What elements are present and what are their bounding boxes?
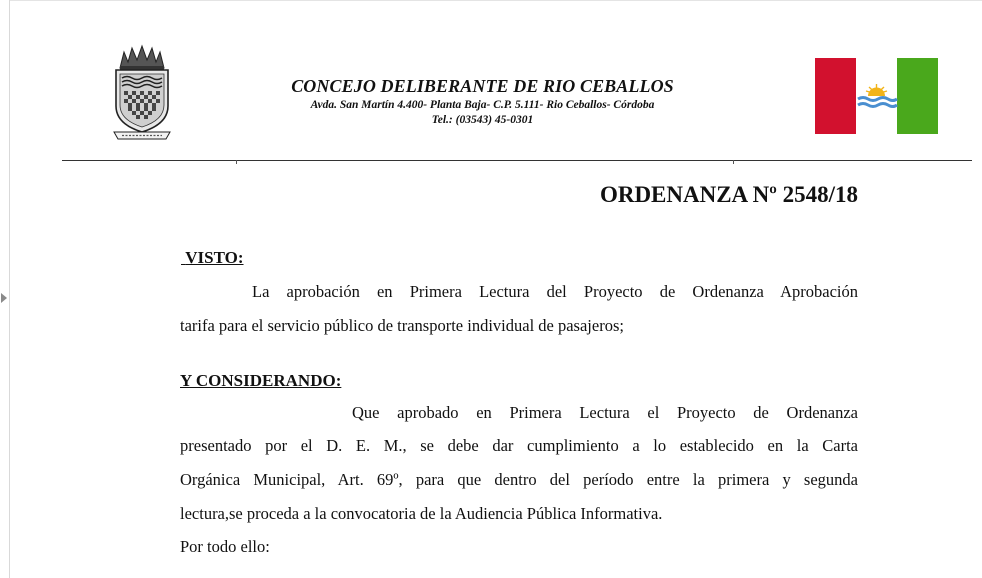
considerando-line-3: Orgánica Municipal, Art. 69º, para que dentro del período entre la primera y segunda <box>180 470 858 489</box>
visto-heading: VISTO: <box>185 248 244 267</box>
ordinance-title: ORDENANZA Nº 2548/18 <box>599 182 858 207</box>
coat-of-arms-icon <box>110 44 174 142</box>
council-phone: Tel.: (03543) 45-0301 <box>431 114 534 126</box>
considerando-line-1: Que aprobado en Primera Lectura el Proyecto de Ordenanza <box>352 403 858 422</box>
council-address: Avda. San Martín 4.400- Planta Baja- C.P. 5.111- Rio Ceballos- Córdoba <box>310 99 655 111</box>
ruler-tick <box>236 160 237 164</box>
visto-line-1: La aprobación en Primera Lectura del Proyecto de Ordenanza Aprobación <box>252 282 858 301</box>
collapse-arrow-icon[interactable] <box>1 293 7 303</box>
visto-line-2: tarifa para el servicio público de transporte individual de pasajeros; <box>180 316 624 335</box>
ruler-tick <box>733 160 734 164</box>
considerando-line-4: lectura,se proceda a la convocatoria de la Audiencia Pública Informativa. <box>180 504 663 523</box>
considerando-line-5: Por todo ello: <box>180 537 270 556</box>
header-divider <box>62 160 972 161</box>
considerando-line-2: presentado por el D. E. M., se debe dar cumplimiento a lo establecido en la Carta <box>180 436 858 455</box>
page-top-edge <box>10 0 982 1</box>
council-title: CONCEJO DELIBERANTE DE RIO CEBALLOS <box>291 76 674 96</box>
flag-icon <box>815 58 938 134</box>
considerando-heading: Y CONSIDERANDO: <box>180 371 342 390</box>
left-gutter <box>0 0 10 578</box>
